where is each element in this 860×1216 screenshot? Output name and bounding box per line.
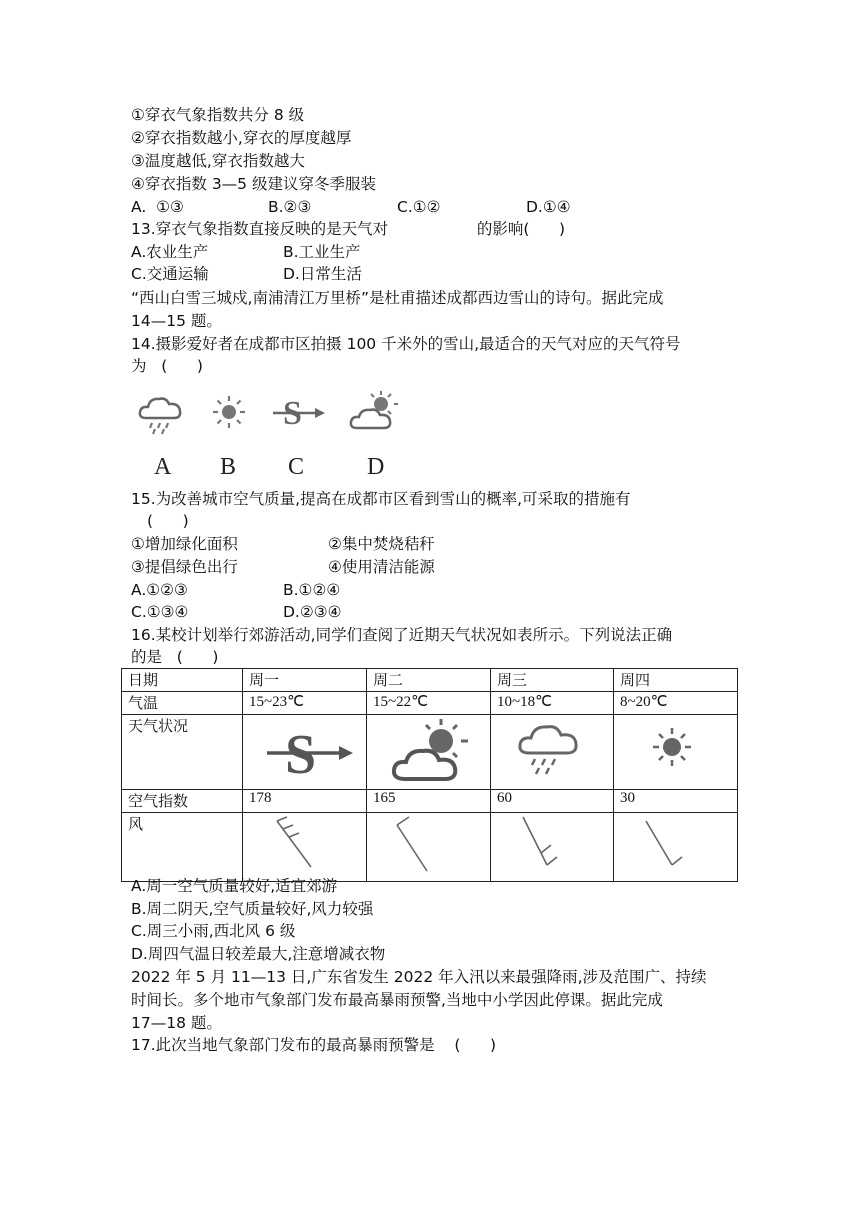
sunny-icon bbox=[211, 394, 247, 430]
q14-letter-c: C bbox=[288, 454, 305, 480]
q15-option-1: ①增加绿化面积 bbox=[131, 535, 238, 553]
weather-cell bbox=[367, 715, 491, 790]
sunny-icon bbox=[620, 715, 730, 785]
header-aqi: 空气指数 bbox=[122, 790, 243, 813]
wind-barb-icon bbox=[373, 813, 483, 877]
aqi-cell: 165 bbox=[367, 790, 491, 813]
day-cell: 周三 bbox=[490, 669, 613, 692]
q13-choice-c: C.交通运输 bbox=[131, 265, 209, 283]
q14-weather-symbols bbox=[131, 388, 431, 483]
poem-intro-line-2: 14—15 题。 bbox=[131, 312, 222, 330]
temp-cell: 15~22℃ bbox=[367, 692, 491, 715]
q15-choice-c: C.①③④ bbox=[131, 603, 189, 621]
q12-option-3: ③温度越低,穿衣指数越大 bbox=[131, 152, 305, 170]
q13-choice-a: A.农业生产 bbox=[131, 243, 209, 261]
q15-choice-b: B.①②④ bbox=[283, 581, 341, 599]
q15-choice-a: A.①②③ bbox=[131, 581, 188, 599]
q16-choice-c: C.周三小雨,西北风 6 级 bbox=[131, 922, 296, 940]
q12-option-2: ②穿衣指数越小,穿衣的厚度越厚 bbox=[131, 129, 352, 147]
q17-stem: 17.此次当地气象部门发布的最高暴雨预警是 ( ) bbox=[131, 1036, 497, 1054]
wind-cell bbox=[613, 813, 737, 882]
wind-cell bbox=[367, 813, 491, 882]
q14-stem-line-1: 14.摄影爱好者在成都市区拍摄 100 千米外的雪山,最适合的天气对应的天气符号 bbox=[131, 335, 681, 353]
day-cell: 周四 bbox=[613, 669, 737, 692]
q16-stem-line-2: 的是 ( ) bbox=[131, 648, 219, 666]
table-row bbox=[122, 813, 738, 882]
weather-cell bbox=[613, 715, 737, 790]
table-row bbox=[122, 669, 738, 692]
weather-cell bbox=[490, 715, 613, 790]
partly-cloudy-icon bbox=[373, 715, 483, 785]
q15-choice-d: D.②③④ bbox=[283, 603, 342, 621]
wind-cell bbox=[490, 813, 613, 882]
svg-text:S: S bbox=[283, 395, 302, 430]
wind-barb-icon bbox=[249, 813, 359, 877]
aqi-cell: 178 bbox=[243, 790, 367, 813]
header-wind: 风 bbox=[122, 813, 243, 882]
weather-cell bbox=[243, 715, 367, 790]
q15-option-3: ③提倡绿色出行 bbox=[131, 558, 238, 576]
q15-stem-line-1: 15.为改善城市空气质量,提高在成都市区看到雪山的概率,可采取的措施有 bbox=[131, 490, 631, 508]
q16-stem-line-1: 16.某校计划举行郊游活动,同学们查阅了近期天气状况如表所示。下列说法正确 bbox=[131, 626, 673, 644]
q12-choice-d: D.①④ bbox=[526, 198, 571, 216]
sandstorm-icon bbox=[271, 394, 327, 430]
svg-text:S: S bbox=[285, 724, 317, 785]
partly-cloudy-icon bbox=[349, 390, 401, 432]
aqi-cell: 60 bbox=[490, 790, 613, 813]
table-row bbox=[122, 790, 738, 813]
temp-cell: 10~18℃ bbox=[490, 692, 613, 715]
q12-choice-c: C.①② bbox=[397, 198, 441, 216]
light-rain-icon bbox=[497, 715, 607, 785]
q16-choice-b: B.周二阴天,空气质量较好,风力较强 bbox=[131, 900, 374, 918]
wind-barb-icon bbox=[620, 813, 730, 877]
rain-intro-line-3: 17—18 题。 bbox=[131, 1014, 222, 1032]
day-cell: 周二 bbox=[367, 669, 491, 692]
q12-option-1: ①穿衣气象指数共分 8 级 bbox=[131, 106, 305, 124]
header-date: 日期 bbox=[122, 669, 243, 692]
poem-intro-line-1: “西山白雪三城戍,南浦清江万里桥”是杜甫描述成都西边雪山的诗句。据此完成 bbox=[131, 289, 664, 307]
q15-stem-line-2: ( ) bbox=[147, 512, 189, 530]
aqi-cell: 30 bbox=[613, 790, 737, 813]
header-weather: 天气状况 bbox=[122, 715, 243, 790]
q12-choice-a: A. ①③ bbox=[131, 198, 184, 216]
table-row bbox=[122, 692, 738, 715]
rain-intro-line-2: 时间长。多个地市气象部门发布最高暴雨预警,当地中小学因此停课。据此完成 bbox=[131, 991, 663, 1009]
q13-stem: 13.穿衣气象指数直接反映的是天气对 的影响( ) bbox=[131, 220, 565, 238]
day-cell: 周一 bbox=[243, 669, 367, 692]
temp-cell: 8~20℃ bbox=[613, 692, 737, 715]
table-row bbox=[122, 715, 738, 790]
temp-cell: 15~23℃ bbox=[243, 692, 367, 715]
q14-letter-d: D bbox=[367, 454, 385, 480]
wind-barb-icon bbox=[497, 813, 607, 877]
q16-choice-d: D.周四气温日较差最大,注意增减衣物 bbox=[131, 945, 386, 963]
q16-choice-a: A.周一空气质量较好,适宜郊游 bbox=[131, 877, 338, 895]
rain-intro-line-1: 2022 年 5 月 11—13 日,广东省发生 2022 年入汛以来最强降雨,涉及范围广、持续 bbox=[131, 968, 707, 986]
q13-choice-d: D.日常生活 bbox=[283, 265, 362, 283]
q15-option-2: ②集中焚烧秸秆 bbox=[328, 535, 435, 553]
header-temp: 气温 bbox=[122, 692, 243, 715]
q15-option-4: ④使用清洁能源 bbox=[328, 558, 435, 576]
wind-cell bbox=[243, 813, 367, 882]
q14-stem-line-2: 为 ( ) bbox=[131, 357, 203, 375]
q12-option-4: ④穿衣指数 3—5 级建议穿冬季服装 bbox=[131, 175, 376, 193]
weather-table bbox=[121, 668, 738, 882]
light-rain-icon bbox=[137, 392, 185, 436]
sandstorm-icon bbox=[249, 715, 359, 785]
q14-letter-a: A bbox=[154, 454, 172, 480]
q13-choice-b: B.工业生产 bbox=[283, 243, 361, 261]
q12-choice-b: B.②③ bbox=[268, 198, 312, 216]
q14-letter-b: B bbox=[220, 454, 237, 480]
